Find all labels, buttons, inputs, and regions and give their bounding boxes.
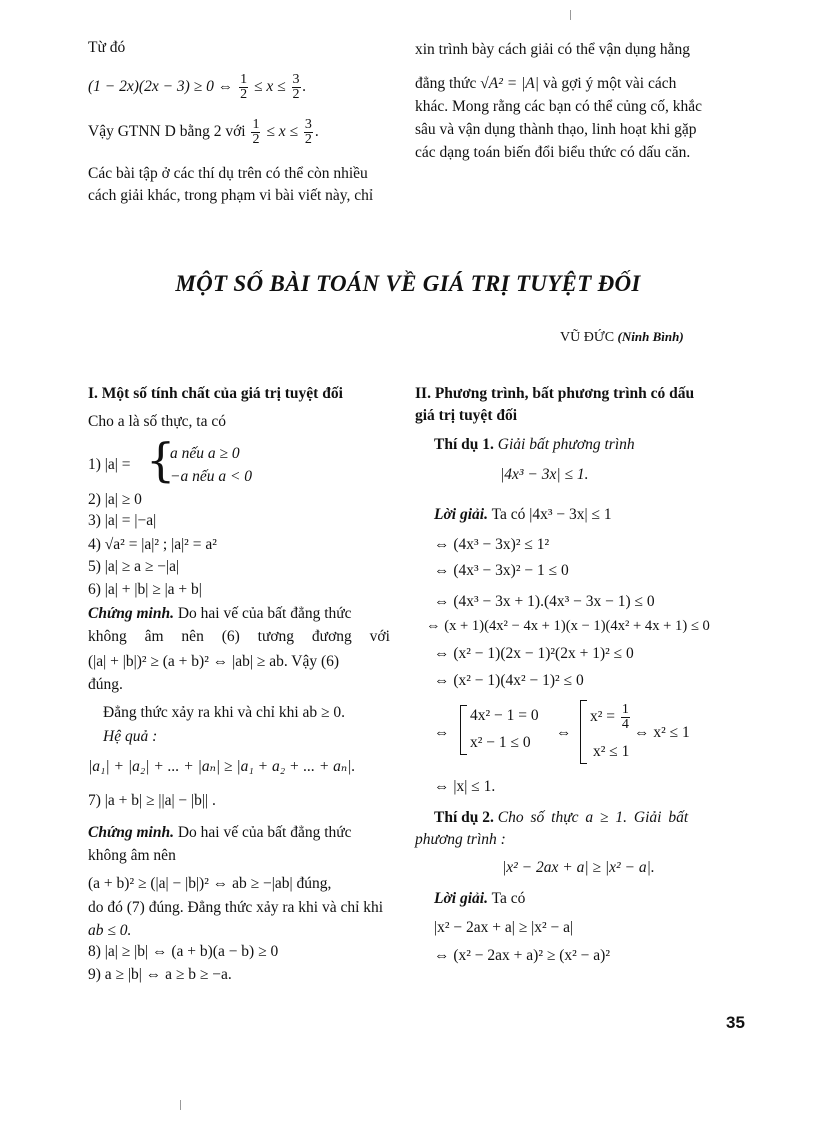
article-title: MỘT SỐ BÀI TOÁN VỀ GIÁ TRỊ TUYỆT ĐỐI (175, 271, 641, 296)
proof-1-line-3: (|a| + |b|)² ≥ (a + b)² ⇔ |ab| ≥ ab. Vậy (6) (88, 653, 340, 670)
scan-mark (570, 10, 571, 20)
property-4: 4) √a² = |a|² ; |a|² = a² (88, 536, 217, 553)
section-1-intro: Cho a là số thực, ta có (88, 413, 226, 430)
solution-1-line-2: ⇔ (4x³ − 3x)² ≤ 1² (434, 536, 550, 553)
solution-1-final: ⇔ |x| ≤ 1. (434, 778, 496, 795)
property-9: 9) a ≥ |b| ⇔ a ≥ b ≥ −a. (88, 966, 232, 983)
system-2-row-2: x² ≤ 1 (593, 743, 630, 760)
property-5: 5) |a| ≥ a ≥ −|a| (88, 558, 180, 575)
solution-2-line-3: ⇔ (x² − 2ax + a)² ≥ (x² − a)² (434, 947, 610, 964)
proof-1-line-4: đúng. (88, 676, 123, 693)
solution-2-line-1: Lời giải. Ta có (434, 890, 526, 907)
prev-left-line-5: cách giải khác, trong phạm vi bài viết này, chỉ (88, 187, 374, 204)
system-result: ⇔ x² ≤ 1 (634, 724, 690, 741)
prev-right-line-4: sâu và vận dụng thành thạo, linh hoạt khi gặp (415, 121, 697, 138)
property-6: 6) |a| + |b| ≥ |a + b| (88, 581, 202, 598)
system-1-row-2: x² − 1 ≤ 0 (470, 734, 531, 751)
proof-2-line-1: Chứng minh. Do hai vế của bất đẳng thức (88, 824, 352, 841)
prev-right-line-1: xin trình bày cách giải có thể vận dụng hằng (415, 41, 691, 58)
solution-1-line-5: ⇔ (x + 1)(4x² − 4x + 1)(x − 1)(4x² + 4x + 1) ≤ 0 (426, 618, 710, 634)
proof-2-line-5: ab ≤ 0. (88, 922, 132, 939)
system-arrow-1: ⇔ (434, 724, 450, 741)
example-2-inequality: |x² − 2ax + a| ≥ |x² − a|. (502, 859, 655, 876)
example-2-line-1: Thí dụ 2. Cho số thực a ≥ 1. Giải bất (434, 809, 689, 826)
solution-1-line-3: ⇔ (4x³ − 3x)² − 1 ≤ 0 (434, 562, 569, 579)
solution-1-line-6: ⇔ (x² − 1)(2x − 1)²(2x + 1)² ≤ 0 (434, 645, 634, 662)
property-3: 3) |a| = |−a| (88, 512, 157, 529)
prev-left-line-1: Từ đó (88, 39, 126, 56)
prev-left-line-4: Các bài tập ở các thí dụ trên có thể còn nhiều (88, 165, 368, 182)
section-1-heading: I. Một số tính chất của giá trị tuyệt đối (88, 385, 343, 402)
section-2-heading-line-2: giá trị tuyệt đối (415, 407, 518, 424)
scan-mark (180, 1100, 181, 1110)
solution-1-line-4: ⇔ (4x³ − 3x + 1).(4x³ − 3x − 1) ≤ 0 (434, 593, 655, 610)
solution-2-line-2: |x² − 2ax + a| ≥ |x² − a| (434, 919, 574, 936)
corollary-formula: |a₁| + |a₂| + ... + |aₙ| ≥ |a₁ + a₂ + ... + aₙ|. (88, 758, 356, 775)
property-1-brace: { (146, 433, 176, 487)
property-8: 8) |a| ≥ |b| ⇔ (a + b)(a − b) ≥ 0 (88, 943, 279, 960)
prev-right-line-2: đẳng thức √A² = |A| và gợi ý một vài cách (415, 75, 677, 92)
system-arrow-2: ⇔ (556, 724, 572, 741)
page-number: 35 (726, 1013, 745, 1032)
equality-condition-1: Đẳng thức xảy ra khi và chỉ khi ab ≥ 0. (103, 704, 346, 721)
article-author: VŨ ĐỨC (Ninh Bình) (560, 329, 684, 345)
example-1-statement: Thí dụ 1. Giải bất phương trình (434, 436, 635, 453)
proof-2-line-2: không âm nên (88, 847, 176, 864)
corollary-label: Hệ quả : (103, 728, 158, 745)
system-2-bracket (580, 700, 587, 764)
solution-1-line-7: ⇔ (x² − 1)(4x² − 1)² ≤ 0 (434, 672, 584, 689)
example-2-line-2: phương trình : (415, 831, 506, 848)
proof-2-line-3: (a + b)² ≥ (|a| − |b|)² ⇔ ab ≥ −|ab| đúng, (88, 875, 332, 892)
proof-1-line-2: không âm nên (6) tương đương với (88, 628, 390, 645)
prev-right-line-3: khác. Mong rằng các bạn có thể củng cố, khắc (415, 98, 703, 115)
system-1-row-1: 4x² − 1 = 0 (470, 707, 539, 724)
solution-1-line-1: Lời giải. Ta có |4x³ − 3x| ≤ 1 (434, 506, 612, 523)
property-1-label: 1) |a| = (88, 456, 131, 473)
example-1-inequality: |4x³ − 3x| ≤ 1. (500, 466, 589, 483)
section-2-heading-line-1: II. Phương trình, bất phương trình có dấu (415, 385, 695, 402)
proof-1-line-1: Chứng minh. Do hai vế của bất đẳng thức (88, 605, 352, 622)
property-1-case-1: a nếu a ≥ 0 (170, 445, 240, 462)
property-7: 7) |a + b| ≥ ||a| − |b|| . (88, 792, 216, 809)
system-2-row-1: x² = $\frac{1}{4}$ (590, 702, 629, 732)
system-1-bracket (460, 705, 467, 755)
proof-2-line-4: do đó (7) đúng. Đẳng thức xảy ra khi và chỉ khi (88, 899, 384, 916)
prev-left-line-2: (1 − 2x)(2x − 3) ≥ 0 ⇔ $\frac{1}{2}$ ≤ x ≤ $\frac{3}{2}$ . (88, 72, 307, 102)
prev-right-line-5: các dạng toán biến đổi biểu thức có dấu căn. (415, 144, 691, 161)
property-1-case-2: −a nếu a < 0 (170, 468, 253, 485)
prev-left-line-3: Vậy GTNN D bằng 2 với $\frac{1}{2}$ ≤ x ≤ $\frac{3}{2}$ . (88, 117, 319, 147)
property-2: 2) |a| ≥ 0 (88, 491, 142, 508)
